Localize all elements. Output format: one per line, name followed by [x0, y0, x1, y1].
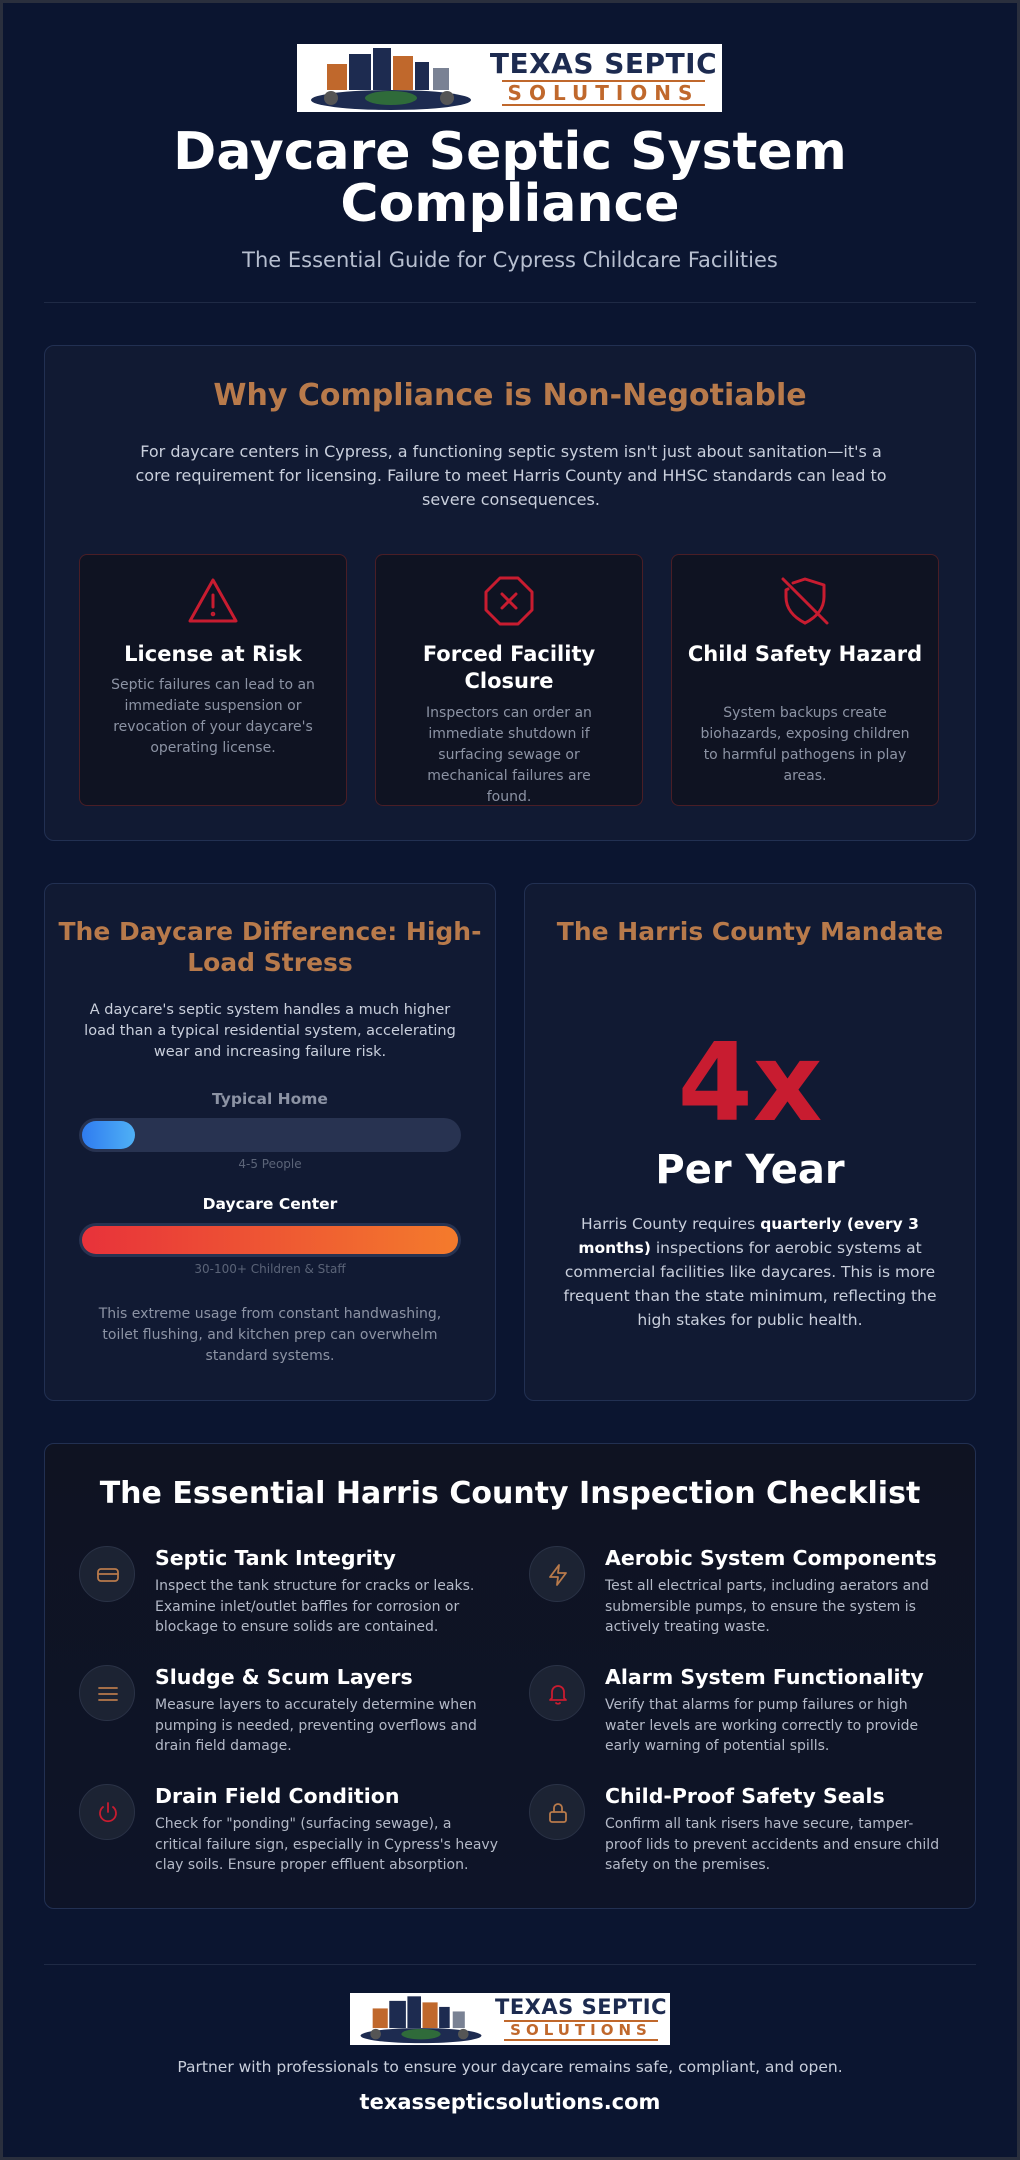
inspection-frequency-value: 4x	[677, 1021, 823, 1146]
layers-icon	[96, 1682, 120, 1706]
item-description: Test all electrical parts, including aerators and submersible pumps, to ensure the system is actively treating waste.	[605, 1578, 929, 1635]
stress-description: A daycare's septic system handles a much higher load than a typical residential system, accelerating wear and increasing failure risk.	[84, 1002, 456, 1060]
page-title	[0, 122, 1020, 234]
footer-brand-logo	[350, 1993, 670, 2045]
item-description: Inspect the tank structure for cracks or leaks. Examine inlet/outlet baffles for corrosion or blockage to ensure solids are contained.	[155, 1578, 475, 1635]
stress-footer: This extreme usage from constant handwashing, toilet flushing, and kitchen prep can overwhelm standard systems.	[98, 1306, 442, 1364]
why-compliance-panel	[44, 345, 976, 841]
page-subtitle: The Essential Guide for Cypress Childcare Facilities	[242, 248, 778, 272]
checklist-title: The Essential Harris County Inspection Checklist	[99, 1476, 921, 1511]
title-line-2: Compliance	[340, 174, 680, 234]
stress-title: The Daycare Difference: High-Load Stress	[58, 917, 482, 977]
item-description: Verify that alarms for pump failures or high water levels are working correctly to provide early warning of potential spills.	[605, 1697, 919, 1754]
harris-county-mandate-panel	[524, 883, 976, 1401]
item-description: Confirm all tank risers have secure, tamper-proof lids to prevent accidents and ensure child safety on the premises.	[605, 1816, 940, 1873]
checklist-item	[529, 1546, 949, 1656]
why-description: For daycare centers in Cypress, a functioning septic system isn't just about sanitation—it's a core requirement for licensing. Failure to meet Harris County and HHSC standards can lead to severe consequences.	[135, 442, 887, 509]
risk-card-license	[79, 554, 347, 806]
bar-fill-home	[82, 1121, 135, 1149]
lightning-icon	[546, 1563, 570, 1587]
item-description: Measure layers to accurately determine when pumping is needed, preventing overflows and drain field damage.	[155, 1697, 477, 1754]
item-icon-circle	[529, 1784, 585, 1840]
logo-line-2: SOLUTIONS	[504, 2020, 658, 2041]
checklist-item	[79, 1784, 499, 1894]
mandate-description	[559, 1212, 941, 1332]
footer-text: Partner with professionals to ensure your daycare remains safe, compliant, and open.	[177, 2058, 843, 2076]
card-description: System backups create biohazards, exposing children to harmful pathogens in play areas.	[700, 705, 910, 784]
card-title: Child Safety Hazard	[687, 642, 923, 666]
logo-truck-art	[297, 44, 485, 112]
logo-truck-art	[350, 1993, 492, 2045]
item-icon-circle	[79, 1546, 135, 1602]
item-icon-circle	[79, 1784, 135, 1840]
bar-label-home: Typical Home	[212, 1090, 328, 1108]
checklist-item	[529, 1784, 949, 1894]
logo-wordmark	[492, 1993, 670, 2045]
item-title: Aerobic System Components	[605, 1546, 937, 1570]
item-title: Child-Proof Safety Seals	[605, 1784, 885, 1808]
why-title: Why Compliance is Non-Negotiable	[213, 378, 807, 413]
checklist-item	[529, 1665, 949, 1775]
risk-card-closure	[375, 554, 643, 806]
bar-track-home	[79, 1118, 461, 1152]
mandate-desc-bold: quarterly (every 3 months)	[578, 1215, 919, 1257]
shield-off-icon	[779, 575, 831, 627]
power-icon	[96, 1801, 120, 1825]
risk-card-safety	[671, 554, 939, 806]
mandate-desc-pre: Harris County requires	[581, 1215, 761, 1233]
logo-wordmark	[485, 44, 722, 112]
card-description: Inspectors can order an immediate shutdown if surfacing sewage or mechanical failures are found.	[426, 705, 592, 805]
divider	[44, 302, 976, 303]
warning-triangle-icon	[187, 575, 239, 627]
bar-fill-daycare	[82, 1226, 458, 1254]
brand-logo	[297, 44, 722, 112]
bar-label-daycare: Daycare Center	[202, 1195, 338, 1213]
title-line-1: Daycare Septic System	[173, 122, 847, 182]
card-description: Septic failures can lead to an immediate suspension or revocation of your daycare's operating license.	[111, 677, 315, 756]
item-description: Check for "ponding" (surfacing sewage), a critical failure sign, especially in Cypress's heavy clay soils. Ensure proper effluent absorption.	[155, 1816, 498, 1873]
divider	[44, 1964, 976, 1965]
item-icon-circle	[529, 1546, 585, 1602]
bar-sub-home: 4-5 People	[238, 1157, 302, 1171]
logo-line-2: SOLUTIONS	[502, 80, 706, 106]
card-title: License at Risk	[124, 642, 302, 666]
checklist-item	[79, 1665, 499, 1775]
stop-octagon-icon	[483, 575, 535, 627]
inspection-frequency-unit: Per Year	[655, 1147, 845, 1193]
item-title: Alarm System Functionality	[605, 1665, 924, 1689]
mandate-title: The Harris County Mandate	[556, 917, 944, 946]
checklist-item	[79, 1546, 499, 1656]
card-title: Forced Facility Closure	[422, 642, 596, 693]
bell-icon	[546, 1682, 570, 1706]
item-title: Sludge & Scum Layers	[155, 1665, 413, 1689]
item-title: Septic Tank Integrity	[155, 1546, 396, 1570]
item-title: Drain Field Condition	[155, 1784, 400, 1808]
mandate-desc-post: inspections for aerobic systems at commercial facilities like daycares. This is more frequent than the state minimum, reflecting the high stakes for public health.	[563, 1239, 937, 1329]
item-icon-circle	[529, 1665, 585, 1721]
logo-line-1: TEXAS SEPTIC	[495, 1995, 667, 2019]
bar-track-daycare	[79, 1223, 461, 1257]
tank-icon	[96, 1563, 120, 1587]
bar-sub-daycare: 30-100+ Children & Staff	[194, 1262, 346, 1276]
item-icon-circle	[79, 1665, 135, 1721]
footer-website-link[interactable]: texassepticsolutions.com	[359, 2090, 661, 2114]
lock-icon	[546, 1801, 570, 1825]
inspection-checklist-panel	[44, 1443, 976, 1909]
high-load-stress-panel	[44, 883, 496, 1401]
logo-line-1: TEXAS SEPTIC	[489, 47, 718, 80]
